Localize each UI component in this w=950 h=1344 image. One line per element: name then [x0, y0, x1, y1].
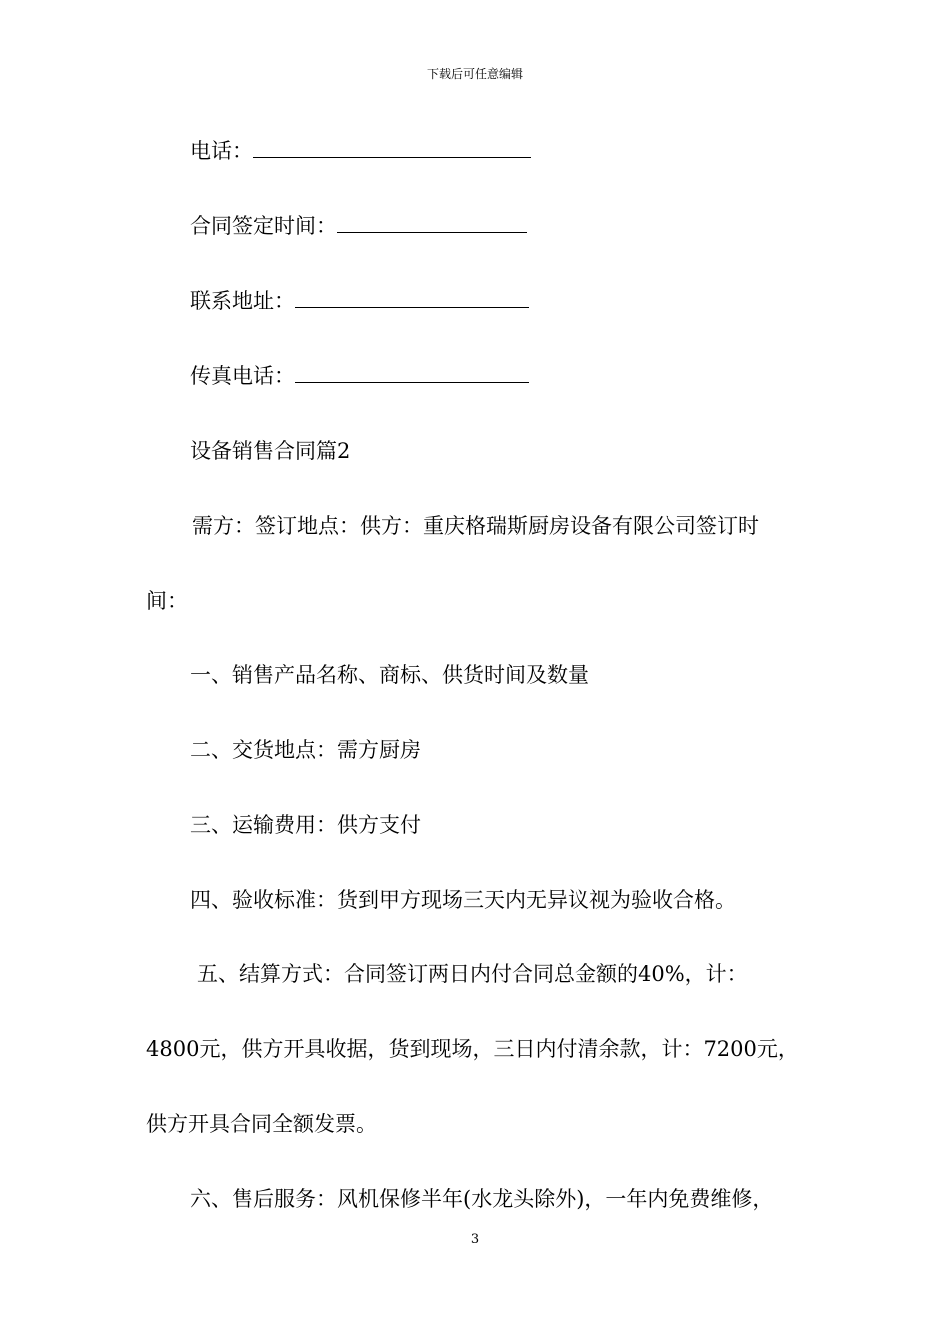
clause-4: 四、验收标准：货到甲方现场三天内无异议视为验收合格。	[190, 888, 736, 912]
paragraph-parties-cont: 间：	[146, 589, 188, 613]
fax-label: 传真电话：	[190, 364, 295, 388]
clause-2: 二、交货地点：需方厨房	[190, 738, 421, 762]
fax-blank	[295, 362, 529, 383]
phone-blank	[253, 137, 531, 158]
clause-5-cont: 4800元，供方开具收据，货到现场，三日内付清余款，计：7200元，	[146, 1037, 799, 1061]
clause-1: 一、销售产品名称、商标、供货时间及数量	[190, 663, 589, 687]
clause-6: 六、售后服务：风机保修半年(水龙头除外)，一年内免费维修，	[190, 1187, 774, 1211]
phone-field	[0, 136, 950, 166]
clause-5-end: 供方开具合同全额发票。	[146, 1112, 377, 1136]
clause-3: 三、运输费用：供方支付	[190, 813, 421, 837]
address-field	[0, 286, 950, 316]
address-blank	[295, 287, 529, 308]
address-label: 联系地址：	[190, 289, 295, 313]
contract-date-label: 合同签定时间：	[190, 214, 337, 238]
paragraph-parties: 需方：签订地点：供方：重庆格瑞斯厨房设备有限公司签订时	[192, 514, 759, 538]
page-number: 3	[470, 1232, 480, 1247]
contract-date-field	[0, 211, 950, 241]
contract-date-blank	[337, 212, 527, 233]
fax-field	[0, 361, 950, 391]
page-header: 下载后可任意编辑	[426, 67, 523, 81]
phone-label: 电话：	[190, 139, 253, 163]
clause-5: 五、结算方式：合同签订两日内付合同总金额的40%，计：	[197, 962, 748, 986]
section-title: 设备销售合同篇2	[190, 439, 351, 463]
